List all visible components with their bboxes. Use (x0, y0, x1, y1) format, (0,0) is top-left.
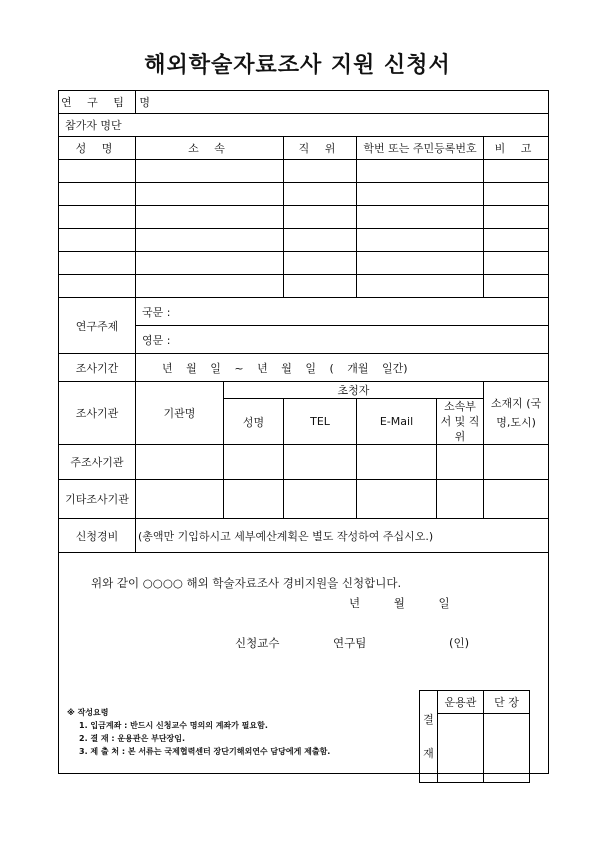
instructions-heading: ※ 작성요령 (67, 708, 109, 717)
participant-cell[interactable] (284, 206, 357, 229)
declaration-section (59, 553, 549, 774)
team-name-label: 연 구 팀 명 (59, 91, 136, 114)
other-inviter-name[interactable] (224, 480, 284, 519)
other-inviter-tel[interactable] (284, 480, 357, 519)
main-inviter-name[interactable] (224, 445, 284, 480)
inviter-email-header: E-Mail (357, 399, 437, 445)
participant-row (59, 183, 549, 206)
location-header: 소재지 (국명,도시) (484, 382, 549, 445)
participant-row (59, 229, 549, 252)
participant-cell[interactable] (59, 229, 136, 252)
form-title: 해외학술자료조사 지원 신청서 (144, 53, 451, 78)
other-inviter-email[interactable] (357, 480, 437, 519)
participant-row (59, 252, 549, 275)
approval-col-director: 단 장 (484, 691, 530, 714)
participant-cell[interactable] (59, 275, 136, 298)
professor-label: 신청교수 (235, 636, 280, 650)
participant-cell[interactable] (284, 275, 357, 298)
header-remarks: 비 고 (484, 137, 549, 160)
application-form (58, 90, 549, 774)
participant-row (59, 275, 549, 298)
participants-label: 참가자 명단 (59, 114, 549, 137)
seal-label: (인) (449, 636, 470, 650)
participant-cell[interactable] (284, 160, 357, 183)
main-inviter-tel[interactable] (284, 445, 357, 480)
date-year: 년 (349, 596, 361, 610)
team-label: 연구팀 (333, 636, 367, 650)
expense-field[interactable]: (총액만 기입하시고 세부예산계획은 별도 작성하여 주십시오.) (136, 519, 549, 553)
approval-col-operator: 운용관 (438, 691, 484, 714)
other-inviter-dept[interactable] (437, 480, 484, 519)
participant-cell[interactable] (357, 252, 484, 275)
participant-cell[interactable] (284, 229, 357, 252)
participant-cell[interactable] (59, 252, 136, 275)
participant-row (59, 206, 549, 229)
instruction-item: 1. 입금계좌 : 반드시 신청교수 명의의 계좌가 필요함. (79, 721, 268, 730)
participant-cell[interactable] (484, 183, 549, 206)
date-month: 월 (393, 596, 405, 610)
participant-cell[interactable] (484, 206, 549, 229)
approval-side-label: 결 재 (420, 691, 438, 783)
period-label: 조사기간 (59, 354, 136, 382)
institution-name-header: 기관명 (136, 382, 224, 445)
approval-sign-operator[interactable] (438, 714, 484, 783)
header-name: 성 명 (59, 137, 136, 160)
participant-cell[interactable] (59, 160, 136, 183)
date-day: 일 (438, 596, 450, 610)
declaration-text: 위와 같이 ○○○○ 해외 학술자료조사 경비지원을 신청합니다. (91, 576, 402, 590)
participant-cell[interactable] (136, 206, 284, 229)
inviter-header: 초청자 (224, 382, 484, 399)
institution-label: 조사기관 (59, 382, 136, 445)
participant-cell[interactable] (357, 229, 484, 252)
participant-cell[interactable] (136, 160, 284, 183)
topic-label: 연구주제 (59, 298, 136, 354)
main-institution-label: 주조사기관 (59, 445, 136, 480)
participant-cell[interactable] (357, 275, 484, 298)
main-location[interactable] (484, 445, 549, 480)
participant-cell[interactable] (59, 183, 136, 206)
header-position: 직 위 (284, 137, 357, 160)
approval-box (419, 690, 530, 783)
topic-english-field[interactable]: 영문 : (136, 326, 549, 354)
expense-label: 신청경비 (59, 519, 136, 553)
instruction-item: 2. 결 재 : 운용관은 부단장임. (79, 734, 186, 743)
participant-cell[interactable] (484, 275, 549, 298)
participant-cell[interactable] (59, 206, 136, 229)
participant-cell[interactable] (484, 229, 549, 252)
participant-cell[interactable] (136, 229, 284, 252)
inviter-name-header: 성명 (224, 399, 284, 445)
main-inviter-dept[interactable] (437, 445, 484, 480)
other-institution-name[interactable] (136, 480, 224, 519)
participant-cell[interactable] (357, 183, 484, 206)
participant-cell[interactable] (484, 160, 549, 183)
header-affiliation: 소 속 (136, 137, 284, 160)
participant-cell[interactable] (357, 206, 484, 229)
participant-cell[interactable] (284, 183, 357, 206)
inviter-tel-header: TEL (284, 399, 357, 445)
application-date (349, 595, 480, 611)
participant-cell[interactable] (136, 183, 284, 206)
instructions (67, 706, 330, 758)
participant-cell[interactable] (357, 160, 484, 183)
approval-sign-director[interactable] (484, 714, 530, 783)
other-institution-label: 기타조사기관 (59, 480, 136, 519)
participant-cell[interactable] (136, 275, 284, 298)
topic-korean-field[interactable]: 국문 : (136, 298, 549, 326)
participant-cell[interactable] (284, 252, 357, 275)
participant-cell[interactable] (136, 252, 284, 275)
period-field[interactable]: 년 월 일 ~ 년 월 일 ( 개월 일간) (136, 354, 549, 382)
inviter-dept-header: 소속부서 및 직위 (437, 399, 484, 445)
other-location[interactable] (484, 480, 549, 519)
instruction-item: 3. 제 출 처 : 본 서류는 국제협력센터 장단기해외연수 담당에게 제출함. (79, 747, 331, 756)
participant-cell[interactable] (484, 252, 549, 275)
main-institution-name[interactable] (136, 445, 224, 480)
header-id-number: 학번 또는 주민등록번호 (357, 137, 484, 160)
main-inviter-email[interactable] (357, 445, 437, 480)
participant-row (59, 160, 549, 183)
team-name-field[interactable] (136, 91, 549, 114)
